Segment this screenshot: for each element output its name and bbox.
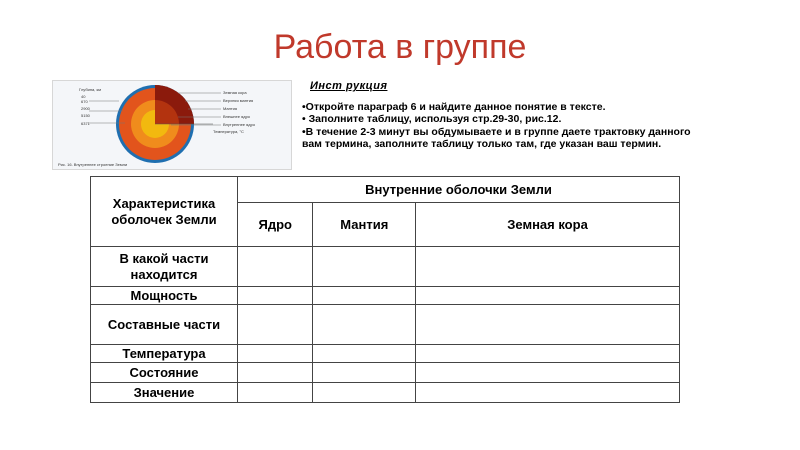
table-row (91, 287, 680, 305)
row-header-components: Составные части (91, 305, 238, 345)
figure-layer-label: Внутреннее ядро (223, 122, 256, 127)
figure-depth-label: 6371 (81, 121, 90, 126)
table-cell-input[interactable] (313, 305, 416, 345)
table-cell-input[interactable] (313, 363, 416, 383)
instruction-item: •В течение 2-3 минут вы обдумываете и в группе даете трактовку данного вам термина, заполните таблицу только там, где указан ваш термин. (302, 125, 691, 150)
table-cell-input[interactable] (238, 345, 313, 363)
figure-depth-header: Глубина, км (79, 87, 102, 92)
table-row (91, 363, 680, 383)
column-header-mantle: Мантия (313, 203, 416, 247)
instructions-heading: Инст рукция (310, 80, 388, 92)
table-row (91, 383, 680, 403)
earth-structure-figure (52, 80, 292, 170)
table-corner-header: Характеристика оболочек Земли (91, 177, 238, 247)
table-header-row (91, 177, 680, 203)
table-cell-input[interactable] (238, 305, 313, 345)
table-cell-input[interactable] (238, 363, 313, 383)
instruction-item: • Заполните таблицу, используя стр.29-30, рис.12. (302, 113, 562, 125)
table-group-header: Внутренние оболочки Земли (238, 177, 680, 203)
table-cell-input[interactable] (416, 345, 680, 363)
instruction-item: •Откройте параграф 6 и найдите данное понятие в тексте. (302, 100, 606, 113)
table-cell-input[interactable] (416, 383, 680, 403)
figure-layer-label: Мантия (223, 106, 238, 111)
row-header-state: Состояние (91, 363, 238, 383)
figure-temperature-label: Температура, °С (213, 129, 244, 134)
table-cell-input[interactable] (416, 363, 680, 383)
slide-title: Работа в группе (273, 28, 527, 66)
row-header-location: В какой части находится (91, 247, 238, 287)
column-header-crust: Земная кора (416, 203, 680, 247)
table-cell-input[interactable] (313, 383, 416, 403)
table-cell-input[interactable] (416, 247, 680, 287)
figure-depth-label: 40 (81, 94, 86, 99)
table-row (91, 247, 680, 287)
figure-layer-label: Земная кора (223, 90, 247, 95)
earth-shells-table (90, 176, 680, 403)
instructions-block (302, 80, 692, 151)
table-cell-input[interactable] (238, 247, 313, 287)
table-row (91, 345, 680, 363)
figure-layer-label: Внешнее ядро (223, 114, 251, 119)
figure-depth-label: 5150 (81, 113, 90, 118)
figure-depth-label: 2900 (81, 106, 90, 111)
table-cell-input[interactable] (313, 345, 416, 363)
row-header-thickness: Мощность (91, 287, 238, 305)
table-cell-input[interactable] (313, 287, 416, 305)
table-cell-input[interactable] (416, 305, 680, 345)
table-cell-input[interactable] (238, 383, 313, 403)
table-row (91, 305, 680, 345)
row-header-temperature: Температура (91, 345, 238, 363)
table-cell-input[interactable] (238, 287, 313, 305)
figure-caption: Рис. 16. Внутреннее строение Земли (58, 162, 128, 167)
row-header-significance: Значение (91, 383, 238, 403)
column-header-core: Ядро (238, 203, 313, 247)
earth-cross-section-image (53, 81, 291, 169)
figure-layer-label: Верхняя мантия (223, 98, 254, 103)
table-cell-input[interactable] (416, 287, 680, 305)
table-cell-input[interactable] (313, 247, 416, 287)
figure-depth-label: 670 (81, 99, 88, 104)
